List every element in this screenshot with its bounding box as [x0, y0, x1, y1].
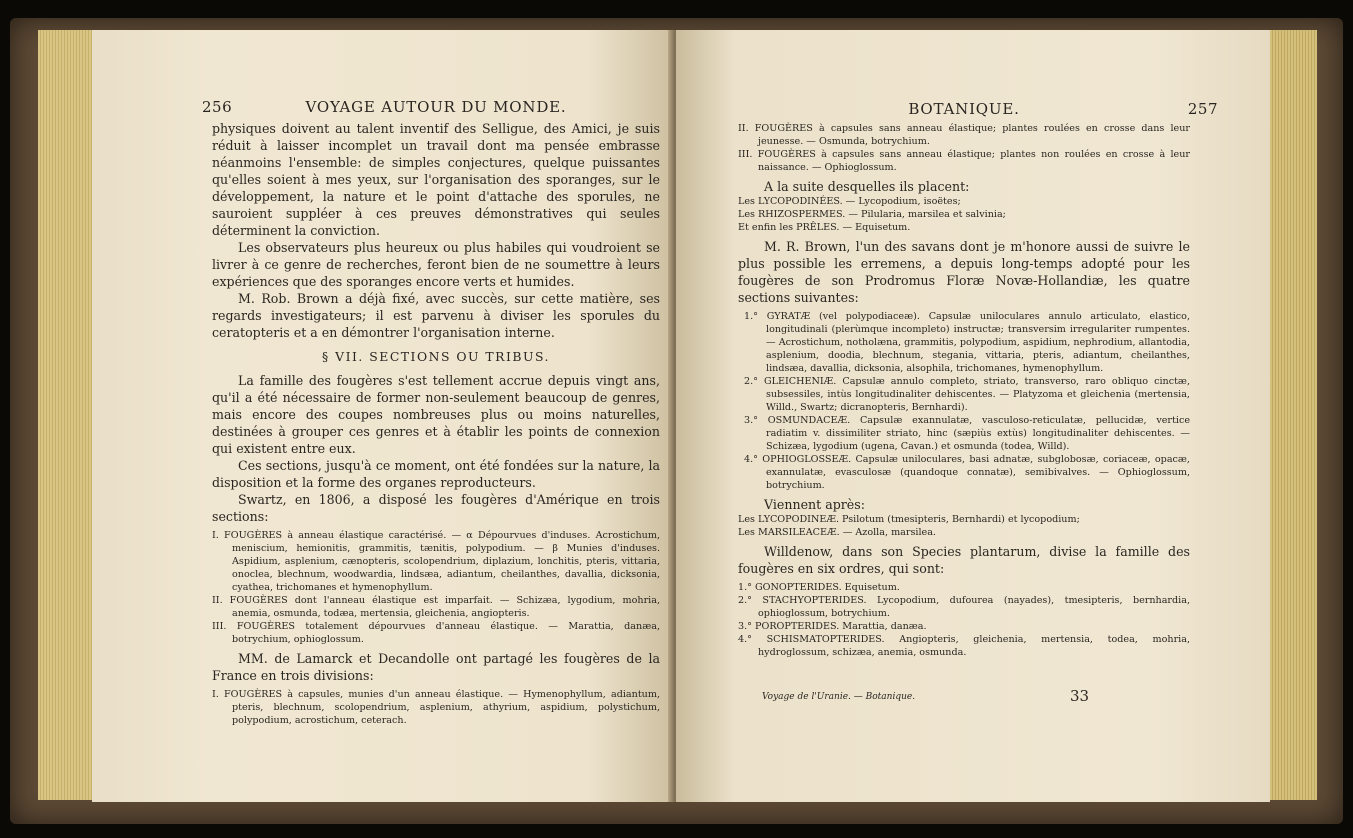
list-item: 4.° SCHISMATOPTERIDES. Angiopteris, gleichenia, mertensia, todea, mohria, hydroglossum, schizæa, anemia, osmunda.	[738, 634, 1190, 658]
paragraph: Willdenow, dans son Species plantarum, divise la famille des fougères en six ordres, qui sont:	[738, 544, 1190, 576]
list-item: 1.° GYRATÆ (vel polypodiaceæ). Capsulæ uniloculares annulo articulato, elastico, longitudinali (plerùmque incompleto) instructæ; transversim irregulariter rumpentes. — Acrostichum, notholæna, grammitis, polypodium, aspidium, nephrodium, allantodia, asplenium, doodia, blechnum, stegania, vittaria, pteris, adiantum, cheilanthes, lindsæa, davallia, dicksonia, alsophila, trichomanes, hymenophyllum.	[744, 311, 1190, 374]
list-item: 3.° POROPTERIDES. Marattia, danæa.	[738, 621, 927, 632]
paragraph: Les observateurs plus heureux ou plus habiles qui voudroient se livrer à ce genre de recherches, feront bien de ne soumettre à leurs expériences que des sporanges encore verts et humides.	[212, 240, 660, 289]
page-footer: Voyage de l'Uranie. — Botanique.	[762, 692, 916, 702]
list-item: I. FOUGÈRES à anneau élastique caractérisé. — α Dépourvues d'induses. Acrostichum, meniscium, hemionitis, grammitis, tænitis, polypodium. — β Munies d'induses. Aspidium, asplenium, cænopteris, scolopendrium, diplazium, lonchitis, pteris, vittaria, onoclea, blechnum, woodwardia, lindsæa, adiantum, cheilanthes, davallia, dicksonia, cyathea, trichomanes et hymenophyllum.	[212, 530, 660, 593]
list-item: 2.° STACHYOPTERIDES. Lycopodium, dufourea (nayades), tmesipteris, bernhardia, ophioglossum, botrychium.	[738, 595, 1190, 619]
paragraph: La famille des fougères s'est tellement accrue depuis vingt ans, qu'il a été nécessaire de former non-seulement beaucoup de genres, mais encore des coupes nombreuses plus ou moins naturelles, destinées à grouper ces genres et à établir les points de connexion qui existent entre eux.	[212, 373, 660, 456]
paragraph: A la suite desquelles ils placent:	[764, 179, 970, 194]
left-page-number: 256	[202, 98, 233, 116]
list-item: Les RHIZOSPERMES. — Pilularia, marsilea et salvinia;	[738, 209, 1006, 220]
right-page	[676, 30, 1270, 802]
list-item: 3.° OSMUNDACEÆ. Capsulæ exannulatæ, vasculoso-reticulatæ, pellucidæ, vertice radiatim v. dissimiliter striato, hinc (sæpiùs extùs) longitudinaliter dehiscentes. — Schizæa, lygodium (ugena, Cavan.) et osmunda (todea, Willd).	[744, 415, 1190, 452]
left-running-header	[202, 98, 660, 120]
list-item: Les LYCOPODINEÆ. Psilotum (tmesipteris, Bernhardi) et lycopodium;	[738, 514, 1080, 525]
right-running-header	[738, 100, 1218, 122]
list-item: Les MARSILEACEÆ. — Azolla, marsilea.	[738, 527, 936, 538]
paragraph: M. R. Brown, l'un des savans dont je m'honore aussi de suivre le plus possible les erremens, a depuis long-temps adopté pour les fougères de son Prodromus Floræ Novæ-Hollandiæ, les quatre sections suivantes:	[738, 239, 1190, 305]
list-item: 1.° GONOPTERIDES. Equisetum.	[738, 582, 900, 593]
right-page-text	[738, 100, 1218, 659]
paragraph: M. Rob. Brown a déjà fixé, avec succès, sur cette matière, ses regards investigateurs; il est parvenu à diviser les sporules du ceratopteris et a en démontrer l'organisation interne.	[212, 291, 660, 340]
section-heading: § VII. SECTIONS OU TRIBUS.	[322, 349, 550, 364]
paragraph: Viennent après:	[764, 497, 865, 512]
list-item: I. FOUGÈRES à capsules, munies d'un anneau élastique. — Hymenophyllum, adiantum, pteris, blechnum, scolopendrium, asplenium, athyrium, aspidium, polystichum, polypodium, acrostichum, ceterach.	[212, 689, 660, 726]
list-item: III. FOUGÈRES totalement dépourvues d'anneau élastique. — Marattia, danæa, botrychium, ophioglossum.	[212, 621, 660, 645]
signature-mark: 33	[1070, 687, 1090, 705]
paragraph: Ces sections, jusqu'à ce moment, ont été fondées sur la nature, la disposition et la forme des organes reproducteurs.	[212, 458, 660, 490]
right-page-number: 257	[1187, 100, 1218, 118]
left-page	[92, 30, 674, 802]
list-item: Les LYCOPODINÉES. — Lycopodium, isoëtes;	[738, 196, 961, 207]
list-item: 4.° OPHIOGLOSSEÆ. Capsulæ uniloculares, basi adnatæ, subglobosæ, coriaceæ, opacæ, exannulatæ, evasculosæ (quandoque connatæ), semibivalves. — Ophioglossum, botrychium.	[744, 454, 1190, 491]
paragraph: physiques doivent au talent inventif des Selligue, des Amici, je suis réduit à laisser incomplet un travail dont ma pensée embrasse néanmoins l'ensemble: de simples conjectures, quelque puissantes qu'elles soient à mes yeux, sur l'organisation des sporanges, sur le développement, la nature et le point d'attache des sporules, ne sauroient suppléer à ces preuves démonstratives qui seules déterminent la conviction.	[212, 121, 660, 238]
list-item: II. FOUGÈRES dont l'anneau élastique est imparfait. — Schizæa, lygodium, mohria, anemia, osmunda, todæa, mertensia, gleichenia, angiopteris.	[212, 595, 660, 619]
list-item: 2.° GLEICHENIÆ. Capsulæ annulo completo, striato, transverso, raro obliquo cinctæ, subsessiles, intùs longitudinaliter dehiscentes. — Platyzoma et gleichenia (mertensia, Willd., Swartz; dicranopteris, Bernhardi).	[744, 376, 1190, 413]
left-page-text	[202, 98, 660, 727]
paragraph: MM. de Lamarck et Decandolle ont partagé les fougères de la France en trois divisions:	[212, 651, 660, 683]
paragraph: Swartz, en 1806, a disposé les fougères d'Amérique en trois sections:	[212, 492, 660, 524]
list-item: III. FOUGÈRES à capsules sans anneau élastique; plantes non roulées en crosse à leur naissance. — Ophioglossum.	[738, 149, 1190, 173]
left-running-head: VOYAGE AUTOUR DU MONDE.	[305, 98, 567, 116]
list-item: II. FOUGÈRES à capsules sans anneau élastique; plantes roulées en crosse dans leur jeunesse. — Osmunda, botrychium.	[738, 123, 1190, 147]
right-running-head: BOTANIQUE.	[908, 100, 1020, 118]
list-item: Et enfin les PRÊLES. — Equisetum.	[738, 222, 911, 233]
